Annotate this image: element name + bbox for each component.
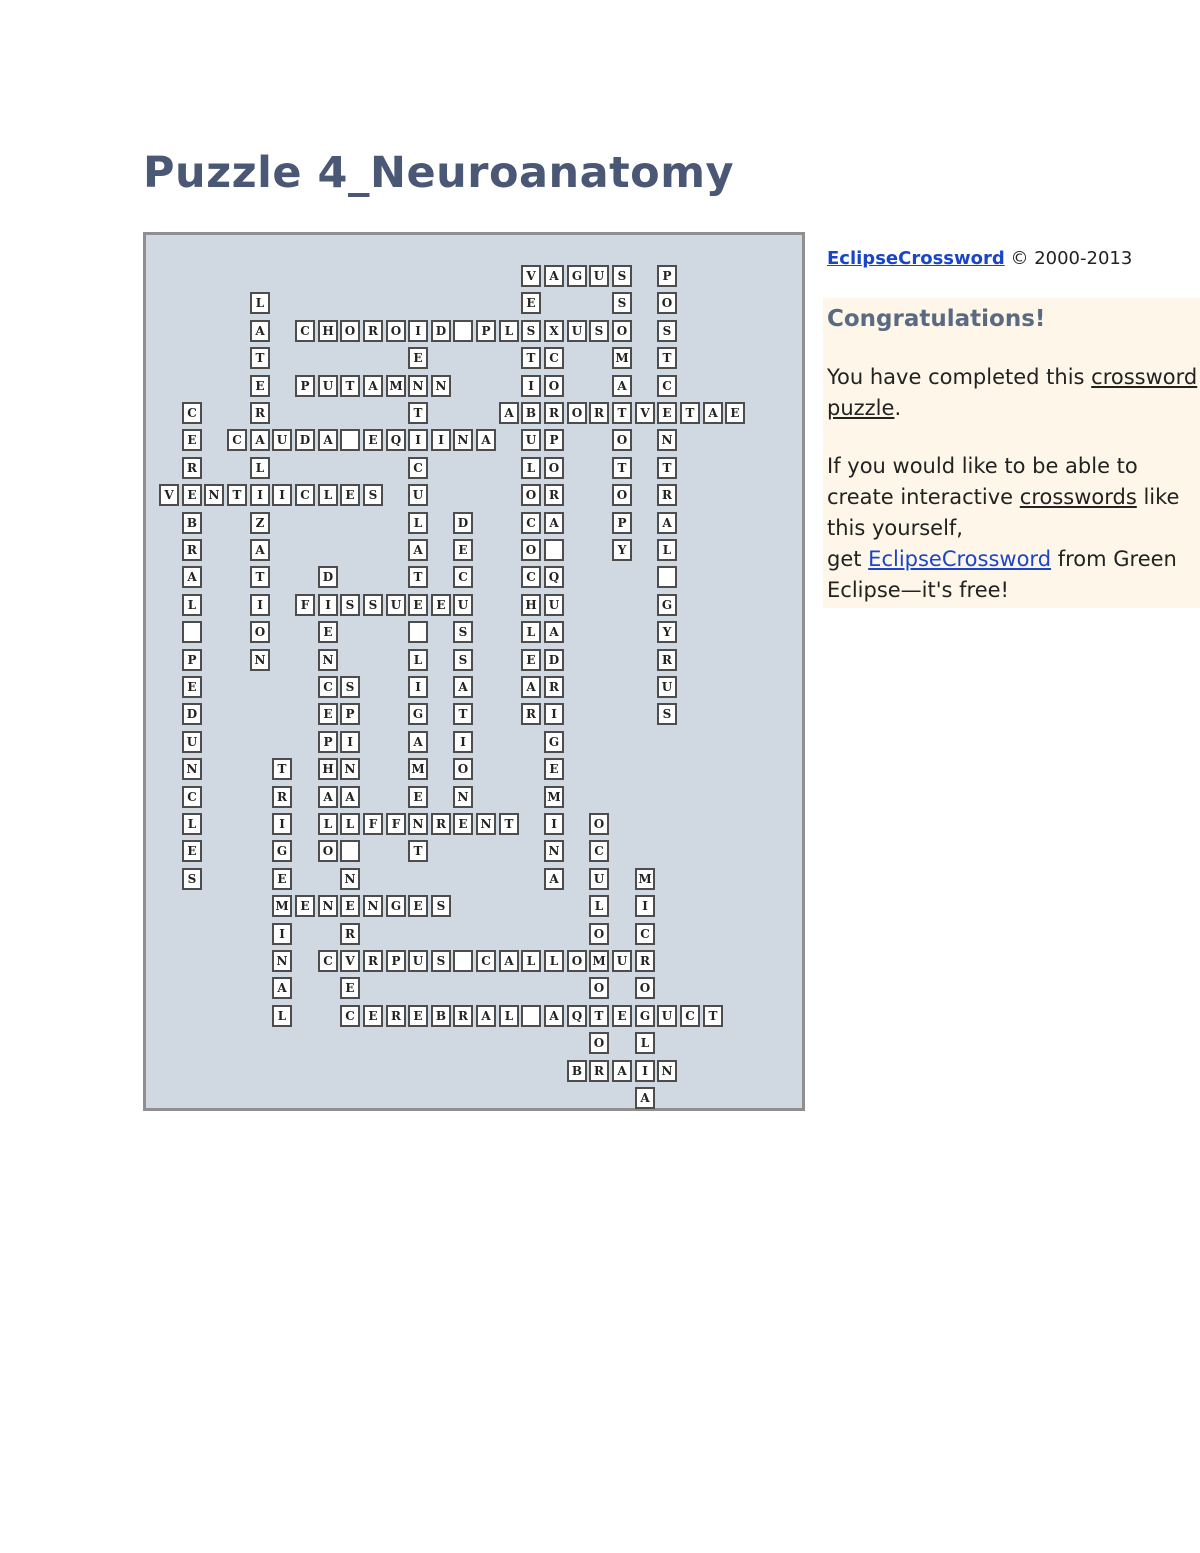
crossword-cell[interactable]: G — [408, 703, 428, 725]
crossword-cell[interactable]: O — [589, 813, 609, 835]
crossword-cell[interactable]: R — [431, 813, 451, 835]
crossword-cell[interactable]: I — [340, 731, 360, 753]
crossword-cell[interactable]: N — [363, 895, 383, 917]
crossword-cell[interactable] — [521, 1005, 541, 1027]
crossword-cell[interactable]: O — [635, 977, 655, 999]
crossword-cell[interactable]: A — [544, 265, 564, 287]
crossword-cell[interactable]: P — [340, 703, 360, 725]
crossword-cell[interactable]: V — [521, 265, 541, 287]
crossword-cell[interactable]: E — [657, 402, 677, 424]
crossword-cell[interactable]: A — [272, 977, 292, 999]
crossword-cell[interactable]: U — [408, 950, 428, 972]
crossword-cell[interactable]: O — [544, 375, 564, 397]
crossword-cell[interactable]: P — [476, 320, 496, 342]
crossword-cell[interactable]: O — [544, 457, 564, 479]
crossword-cell[interactable]: U — [567, 320, 587, 342]
crossword-cell[interactable]: T — [680, 402, 700, 424]
crossword-cell[interactable]: C — [521, 512, 541, 534]
crossword-cell[interactable]: R — [182, 539, 202, 561]
crossword-cell[interactable]: C — [635, 923, 655, 945]
crossword-cell[interactable]: E — [544, 758, 564, 780]
crossword-cell[interactable]: E — [340, 484, 360, 506]
crossword-cell[interactable]: R — [657, 649, 677, 671]
crossword-cell[interactable]: S — [657, 703, 677, 725]
crossword-cell[interactable]: R — [272, 786, 292, 808]
crossword-cell[interactable]: A — [544, 512, 564, 534]
crossword-cell[interactable]: O — [340, 320, 360, 342]
crossword-cell[interactable]: T — [657, 457, 677, 479]
crossword-cell[interactable]: O — [567, 950, 587, 972]
crossword-cell[interactable]: T — [703, 1005, 723, 1027]
crossword-cell[interactable]: C — [657, 375, 677, 397]
create-message — [827, 451, 1199, 606]
crossword-cell[interactable]: S — [363, 484, 383, 506]
crossword-cell[interactable]: R — [635, 950, 655, 972]
crossword-cell[interactable]: N — [250, 649, 270, 671]
crossword-cell[interactable]: C — [295, 320, 315, 342]
crossword-cell[interactable]: E — [521, 292, 541, 314]
crossword-cell[interactable]: H — [318, 758, 338, 780]
crossword-cell[interactable]: A — [408, 539, 428, 561]
crossword-cell[interactable]: L — [521, 621, 541, 643]
crossword-cell[interactable]: I — [453, 731, 473, 753]
crossword-cell[interactable]: S — [340, 594, 360, 616]
crossword-cell[interactable]: O — [612, 320, 632, 342]
crossword-cell[interactable]: I — [408, 320, 428, 342]
crossword-cell[interactable]: A — [612, 375, 632, 397]
crossword-cell[interactable]: Y — [612, 539, 632, 561]
crossword-cell[interactable]: S — [340, 676, 360, 698]
crossword-cell[interactable]: L — [408, 512, 428, 534]
crossword-grid — [143, 232, 805, 1111]
crossword-cell[interactable]: L — [521, 950, 541, 972]
congratulations-box — [823, 298, 1200, 608]
crossword-cell[interactable]: T — [408, 566, 428, 588]
copyright-text: © 2000-2013 — [1004, 248, 1133, 269]
crossword-cell[interactable]: H — [318, 320, 338, 342]
crossword-cell[interactable]: E — [182, 840, 202, 862]
crossword-cell[interactable]: E — [182, 676, 202, 698]
crossword-cell[interactable]: I — [272, 923, 292, 945]
crossword-cell[interactable]: T — [340, 375, 360, 397]
crossword-cell[interactable]: E — [340, 977, 360, 999]
crossword-cell[interactable]: C — [476, 950, 496, 972]
crossword-cell[interactable]: A — [250, 429, 270, 451]
crossword-cell[interactable]: B — [431, 1005, 451, 1027]
crossword-cell[interactable]: S — [431, 895, 451, 917]
crossword-cell[interactable]: S — [363, 594, 383, 616]
crossword-cell[interactable]: E — [408, 895, 428, 917]
crossword-cell[interactable]: L — [182, 594, 202, 616]
crossword-cell[interactable]: V — [159, 484, 179, 506]
crossword-cell[interactable]: L — [521, 457, 541, 479]
crossword-cell[interactable]: I — [408, 429, 428, 451]
crossword-cell[interactable]: E — [250, 375, 270, 397]
crossword-cell[interactable]: A — [544, 621, 564, 643]
crossword-cell[interactable]: N — [182, 758, 202, 780]
crossword-cell[interactable]: O — [612, 484, 632, 506]
crossword-cell[interactable]: L — [340, 813, 360, 835]
crossword-cell[interactable]: N — [408, 375, 428, 397]
crossword-cell[interactable]: A — [340, 786, 360, 808]
crossword-cell[interactable]: C — [680, 1005, 700, 1027]
crossword-cell[interactable]: C — [295, 484, 315, 506]
crossword-cell[interactable]: A — [250, 539, 270, 561]
crossword-cell[interactable]: R — [544, 676, 564, 698]
crossword-cell[interactable]: S — [453, 649, 473, 671]
crossword-cell[interactable]: L — [589, 895, 609, 917]
crossword-cell[interactable]: U — [453, 594, 473, 616]
crossword-cell[interactable]: R — [363, 320, 383, 342]
crossword-cell[interactable]: E — [363, 429, 383, 451]
crossword-cell[interactable]: N — [318, 895, 338, 917]
crossword-cell[interactable]: P — [182, 649, 202, 671]
crossword-cell[interactable]: T — [408, 402, 428, 424]
crossword-cell[interactable] — [408, 621, 428, 643]
crossword-cell[interactable]: S — [521, 320, 541, 342]
crossword-cell[interactable]: O — [250, 621, 270, 643]
crossword-cell[interactable]: S — [182, 868, 202, 890]
crossword-cell[interactable]: N — [204, 484, 224, 506]
crossword-cell[interactable]: R — [363, 950, 383, 972]
crossword-cell[interactable]: C — [340, 1005, 360, 1027]
crossword-cell[interactable] — [453, 950, 473, 972]
crossword-cell[interactable]: T — [589, 1005, 609, 1027]
crossword-cell[interactable]: P — [295, 375, 315, 397]
crossword-cell[interactable]: A — [182, 566, 202, 588]
crossword-cell[interactable]: G — [567, 265, 587, 287]
crossword-cell[interactable]: S — [453, 621, 473, 643]
crossword-cell[interactable]: I — [318, 594, 338, 616]
crossword-cell[interactable]: E — [408, 347, 428, 369]
crossword-cell[interactable]: C — [544, 347, 564, 369]
crossword-cell[interactable]: D — [318, 566, 338, 588]
crossword-cell[interactable]: A — [408, 731, 428, 753]
crossword-cell[interactable]: A — [499, 402, 519, 424]
congratulations-heading: Congratulations! — [827, 306, 1046, 332]
crossword-cell[interactable]: A — [544, 1005, 564, 1027]
crossword-cell[interactable]: U — [318, 375, 338, 397]
crossword-cell[interactable]: E — [318, 621, 338, 643]
crossword-cell[interactable]: N — [431, 375, 451, 397]
crossword-cell[interactable]: D — [453, 512, 473, 534]
crossword-cell[interactable] — [340, 429, 360, 451]
crossword-cell[interactable] — [544, 539, 564, 561]
crossword-cell[interactable]: A — [476, 429, 496, 451]
crossword-cell[interactable]: E — [453, 539, 473, 561]
crossword-cell[interactable]: I — [521, 375, 541, 397]
crossword-cell[interactable]: U — [408, 484, 428, 506]
crossword-cell[interactable]: T — [408, 840, 428, 862]
crossword-cell[interactable]: C — [408, 457, 428, 479]
crossword-cell[interactable]: T — [612, 402, 632, 424]
crossword-cell[interactable]: U — [272, 429, 292, 451]
crossword-cell[interactable]: C — [227, 429, 247, 451]
crossword-cell[interactable]: T — [227, 484, 247, 506]
crossword-cell[interactable]: A — [657, 512, 677, 534]
crossword-cell[interactable]: A — [250, 320, 270, 342]
crossword-cell[interactable]: G — [544, 731, 564, 753]
crossword-cell[interactable]: G — [657, 594, 677, 616]
crossword-cell[interactable]: L — [250, 457, 270, 479]
crossword-cell[interactable]: I — [544, 703, 564, 725]
crossword-cell[interactable]: A — [363, 375, 383, 397]
crossword-cell[interactable]: D — [182, 703, 202, 725]
crossword-cell[interactable]: L — [544, 950, 564, 972]
crossword-cell[interactable]: B — [182, 512, 202, 534]
crossword-cell[interactable]: Y — [657, 621, 677, 643]
crossword-cell[interactable]: L — [408, 649, 428, 671]
crossword-cell[interactable]: F — [295, 594, 315, 616]
completed-message — [827, 362, 1199, 424]
crossword-cell[interactable]: E — [725, 402, 745, 424]
crossword-cell[interactable]: L — [499, 1005, 519, 1027]
get-eclipsecrossword-link[interactable]: EclipseCrossword — [868, 547, 1052, 571]
completed-prefix: You have completed this — [827, 365, 1092, 389]
crossword-cell[interactable]: L — [499, 320, 519, 342]
crossword-cell[interactable]: E — [408, 786, 428, 808]
crossword-cell[interactable]: A — [635, 1087, 655, 1109]
crossword-cell[interactable]: Z — [250, 512, 270, 534]
crossword-cell[interactable]: R — [544, 484, 564, 506]
crossword-cell[interactable]: I — [635, 895, 655, 917]
crossword-cell[interactable]: B — [567, 1060, 587, 1082]
crossword-cell[interactable]: V — [635, 402, 655, 424]
crossword-cell[interactable]: E — [408, 594, 428, 616]
crossword-cell[interactable]: T — [453, 703, 473, 725]
crossword-cell[interactable] — [182, 621, 202, 643]
crossword-cell[interactable]: C — [182, 786, 202, 808]
crossword-cell[interactable]: G — [272, 840, 292, 862]
crossword-cell[interactable]: S — [431, 950, 451, 972]
crossword-cell[interactable]: E — [318, 703, 338, 725]
crossword-cell[interactable]: N — [453, 786, 473, 808]
crossword-cell[interactable]: C — [318, 950, 338, 972]
crossword-cell[interactable]: T — [657, 347, 677, 369]
crossword-cell[interactable]: S — [612, 292, 632, 314]
crossword-cell[interactable]: T — [612, 457, 632, 479]
crossword-cell[interactable]: S — [612, 265, 632, 287]
crossword-cell[interactable]: L — [318, 813, 338, 835]
crossword-cell[interactable]: I — [272, 484, 292, 506]
crossword-cell[interactable]: A — [318, 429, 338, 451]
crossword-cell[interactable]: I — [250, 484, 270, 506]
crossword-cell[interactable]: N — [453, 429, 473, 451]
crossword-cell[interactable]: E — [431, 594, 451, 616]
crossword-cell[interactable]: R — [250, 402, 270, 424]
crossword-cell[interactable]: V — [340, 950, 360, 972]
crossword-cell[interactable]: A — [476, 1005, 496, 1027]
crossword-cell[interactable]: E — [612, 1005, 632, 1027]
crossword-cell[interactable]: R — [589, 402, 609, 424]
crossword-cell[interactable]: O — [589, 977, 609, 999]
crossword-cell[interactable]: E — [272, 868, 292, 890]
page-title: Puzzle 4_Neuroanatomy — [143, 148, 735, 198]
crossword-cell[interactable]: R — [386, 1005, 406, 1027]
crossword-cell[interactable]: M — [544, 786, 564, 808]
crossword-cell[interactable]: E — [182, 484, 202, 506]
crossword-cell[interactable]: S — [657, 320, 677, 342]
crossword-cell[interactable]: A — [318, 786, 338, 808]
crossword-cell[interactable]: C — [318, 676, 338, 698]
crossword-cell[interactable]: N — [340, 868, 360, 890]
crossword-cell[interactable]: L — [250, 292, 270, 314]
crossword-cell[interactable]: Q — [386, 429, 406, 451]
crossword-cell[interactable]: U — [386, 594, 406, 616]
crossword-cell[interactable]: M — [612, 347, 632, 369]
crossword-cell[interactable]: E — [453, 813, 473, 835]
crossword-cell[interactable]: Q — [544, 566, 564, 588]
crossword-cell[interactable]: H — [521, 594, 541, 616]
crossword-cell[interactable]: A — [612, 1060, 632, 1082]
get-prefix: get — [827, 547, 869, 571]
crossword-cell[interactable]: N — [408, 813, 428, 835]
puzzle-link[interactable]: puzzle — [827, 396, 895, 420]
crossword-cell[interactable]: D — [544, 649, 564, 671]
crossword-cell[interactable] — [657, 566, 677, 588]
crossword-cell[interactable]: A — [453, 676, 473, 698]
credit-line — [827, 248, 1200, 269]
crossword-cell[interactable] — [453, 320, 473, 342]
crossword-cell[interactable]: D — [431, 320, 451, 342]
crossword-cell[interactable]: E — [363, 1005, 383, 1027]
crossword-cell[interactable]: I — [635, 1060, 655, 1082]
crossword-cell[interactable]: O — [318, 840, 338, 862]
crossword-cell[interactable]: R — [340, 923, 360, 945]
crossword-cell[interactable]: L — [272, 1005, 292, 1027]
crossword-cell[interactable]: O — [386, 320, 406, 342]
crossword-cell[interactable]: X — [544, 320, 564, 342]
crossword-cell[interactable]: U — [544, 594, 564, 616]
crossword-cell[interactable]: E — [340, 895, 360, 917]
create-prefix: If you would like to be able to create interactive — [827, 454, 1138, 509]
crosswords-link[interactable]: crosswords — [1019, 485, 1137, 509]
crossword-cell[interactable]: E — [408, 1005, 428, 1027]
crossword-cell[interactable]: L — [635, 1032, 655, 1054]
crossword-cell[interactable]: M — [589, 950, 609, 972]
crossword-cell[interactable]: R — [657, 484, 677, 506]
crossword-cell[interactable]: L — [318, 484, 338, 506]
crossword-cell[interactable]: T — [250, 347, 270, 369]
eclipsecrossword-link[interactable]: EclipseCrossword — [827, 248, 1005, 269]
crossword-cell[interactable]: T — [272, 758, 292, 780]
crossword-cell[interactable]: O — [589, 923, 609, 945]
crossword-cell[interactable]: R — [453, 1005, 473, 1027]
crossword-cell[interactable]: O — [521, 484, 541, 506]
crossword-cell[interactable]: N — [340, 758, 360, 780]
crossword-cell[interactable]: N — [544, 840, 564, 862]
crossword-cell[interactable]: L — [657, 539, 677, 561]
crossword-cell[interactable]: O — [521, 539, 541, 561]
crossword-cell[interactable]: M — [408, 758, 428, 780]
create-middle: like this yourself, — [827, 485, 1180, 540]
crossword-cell[interactable]: D — [295, 429, 315, 451]
crossword-cell[interactable]: I — [408, 676, 428, 698]
crossword-cell[interactable]: O — [453, 758, 473, 780]
crossword-cell[interactable]: G — [386, 895, 406, 917]
crossword-cell[interactable]: O — [612, 429, 632, 451]
crossword-cell[interactable] — [340, 840, 360, 862]
crossword-cell[interactable]: N — [657, 1060, 677, 1082]
crossword-cell[interactable]: P — [386, 950, 406, 972]
crossword-cell[interactable]: C — [453, 566, 473, 588]
crossword-cell[interactable]: I — [431, 429, 451, 451]
crossword-cell[interactable]: U — [612, 950, 632, 972]
crossword-cell[interactable]: R — [589, 1060, 609, 1082]
crossword-cell[interactable]: S — [589, 320, 609, 342]
crossword-cell[interactable]: U — [182, 731, 202, 753]
crossword-cell[interactable]: M — [386, 375, 406, 397]
crossword-cell[interactable]: U — [657, 1005, 677, 1027]
crossword-cell[interactable]: P — [612, 512, 632, 534]
crossword-cell[interactable]: P — [657, 265, 677, 287]
crossword-cell[interactable]: R — [544, 402, 564, 424]
crossword-cell[interactable]: O — [657, 292, 677, 314]
crossword-cell[interactable]: R — [521, 703, 541, 725]
crossword-cell[interactable]: U — [589, 265, 609, 287]
crossword-cell[interactable]: R — [182, 457, 202, 479]
crossword-cell[interactable]: T — [521, 347, 541, 369]
crossword-cell[interactable]: N — [657, 429, 677, 451]
crossword-cell[interactable]: F — [386, 813, 406, 835]
crossword-cell[interactable]: C — [589, 840, 609, 862]
crossword-cell[interactable]: N — [272, 950, 292, 972]
crossword-cell[interactable]: E — [295, 895, 315, 917]
crossword-link[interactable]: crossword — [1091, 365, 1198, 389]
crossword-cell[interactable]: A — [544, 868, 564, 890]
crossword-cell[interactable]: P — [544, 429, 564, 451]
crossword-cell[interactable]: M — [635, 868, 655, 890]
crossword-cell[interactable]: T — [250, 566, 270, 588]
crossword-cell[interactable]: O — [567, 402, 587, 424]
crossword-cell[interactable]: G — [635, 1005, 655, 1027]
crossword-cell[interactable]: L — [182, 813, 202, 835]
crossword-cell[interactable]: N — [476, 813, 496, 835]
crossword-cell[interactable]: U — [657, 676, 677, 698]
get-suffix: from Green Eclipse—it's free! — [827, 547, 1177, 602]
completed-suffix: . — [894, 396, 902, 420]
crossword-cell[interactable]: I — [272, 813, 292, 835]
crossword-cell[interactable]: M — [272, 895, 292, 917]
crossword-cell[interactable]: C — [182, 402, 202, 424]
crossword-cell[interactable]: U — [521, 429, 541, 451]
crossword-cell[interactable]: E — [521, 649, 541, 671]
crossword-cell[interactable]: P — [318, 731, 338, 753]
crossword-cell[interactable]: T — [499, 813, 519, 835]
crossword-cell[interactable]: I — [544, 813, 564, 835]
crossword-cell[interactable]: B — [521, 402, 541, 424]
crossword-cell[interactable]: A — [521, 676, 541, 698]
crossword-cell[interactable]: E — [182, 429, 202, 451]
crossword-cell[interactable]: C — [521, 566, 541, 588]
crossword-cell[interactable]: U — [589, 868, 609, 890]
crossword-cell[interactable]: I — [250, 594, 270, 616]
crossword-cell[interactable]: F — [363, 813, 383, 835]
crossword-cell[interactable]: A — [499, 950, 519, 972]
crossword-cell[interactable]: N — [318, 649, 338, 671]
crossword-cell[interactable]: O — [589, 1032, 609, 1054]
crossword-cell[interactable]: A — [703, 402, 723, 424]
crossword-cell[interactable]: Q — [567, 1005, 587, 1027]
